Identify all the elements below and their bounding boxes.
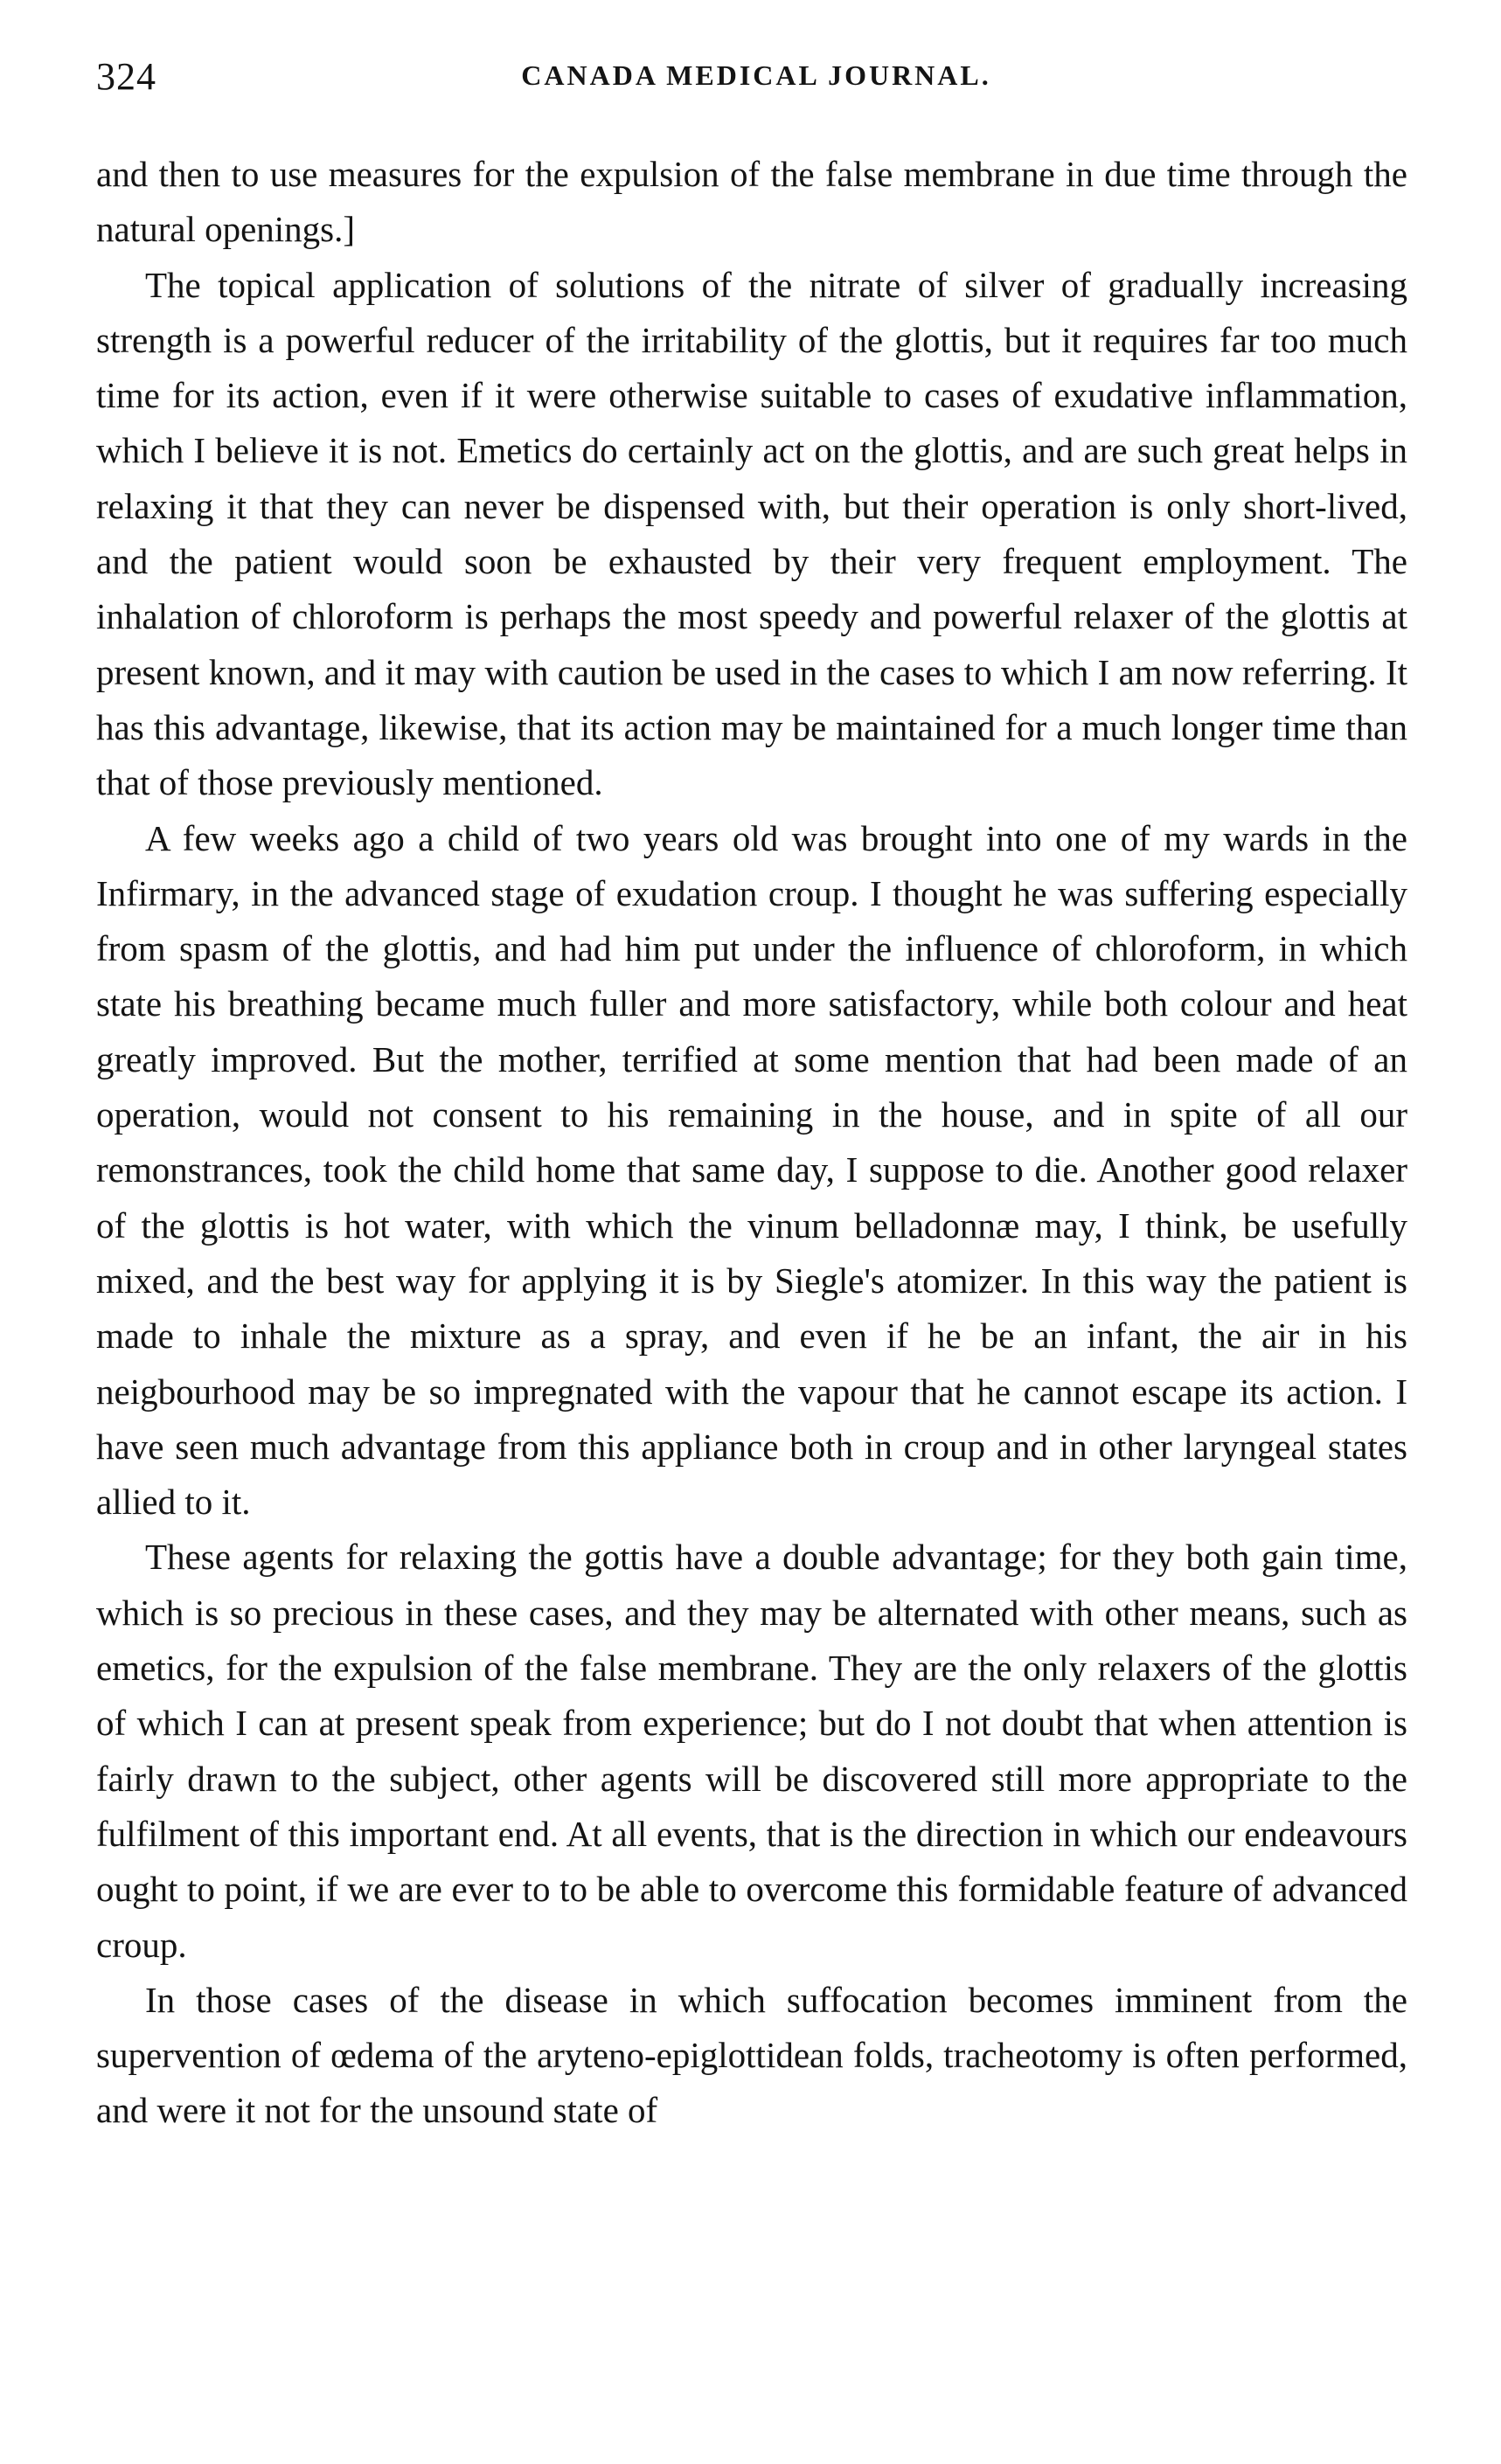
page-number: 324 [96, 55, 156, 98]
paragraph-case-report: A few weeks ago a child of two years old was brought into one of my wards in the Infirmary, in the advanced stage of exudation croup. I thought he was suffering especially from spasm of the glottis, and had him put under the influence of chloroform, in which state his breathing became much fuller and more satisfactory, while both colour and heat greatly improved. But the mother, terrified at some mention that had been made of an operation, would not consent to his remaining in the house, and in spite of all our remonstrances, took the child home that same day, I suppose to die. Another good relaxer of the glottis is hot water, with which the vinum belladonnæ may, I think, be usefully mixed, and the best way for applying it is by Siegle's atomizer. In this way the patient is made to inhale the mixture as a spray, and even if he be an infant, the air in his neigbourhood may be so impregnated with the vapour that he cannot escape its action. I have seen much advantage from this appliance both in croup and in other laryngeal states allied to it. [96, 817, 1407, 1523]
paragraph-continuation: and then to use measures for the expulsion of the false membrane in due time through the natural openings.] [96, 154, 1407, 250]
running-head [96, 54, 1416, 107]
paragraph-topical-application: The topical application of solutions of the nitrate of silver of gradually increasing strength is a powerful reducer of the irritability of the glottis, but it requires far too much time for its action, even if it were otherwise suitable to cases of exudative inflammation, which I believe it is not. Emetics do certainly act on the glottis, and are such great helps in relaxing it that they can never be dispensed with, but their operation is only short-lived, and the patient would soon be exhausted by their very frequent employment. The inhalation of chloroform is perhaps the most speedy and powerful relaxer of the glottis at present known, and it may with caution be used in the cases to which I am now referring. It has this advantage, likewise, that its action may be maintained for a much longer time than that of those previously mentioned. [96, 264, 1407, 803]
paragraph-tracheotomy: In those cases of the disease in which suffocation becomes imminent from the supervention of œdema of the aryteno-epiglottidean folds, tracheotomy is often performed, and were it not for the unsound state of [96, 1979, 1407, 2131]
paragraph-relaxing-agents: These agents for relaxing the gottis have a double advantage; for they both gain time, which is so precious in these cases, and they may be alternated with other means, such as emetics, for the expulsion of the false membrane. They are the only relaxers of the glottis of which I can at present speak from experience; but do I not doubt that when attention is fairly drawn to the subject, other agents will be discovered still more appropriate to the fulfilment of this important end. At all events, that is the direction in which our endeavours ought to point, if we are ever to to be able to overcome this formidable feature of advanced croup. [96, 1537, 1407, 1965]
body-text [96, 147, 1407, 2139]
journal-title: CANADA MEDICAL JOURNAL. [521, 59, 991, 91]
